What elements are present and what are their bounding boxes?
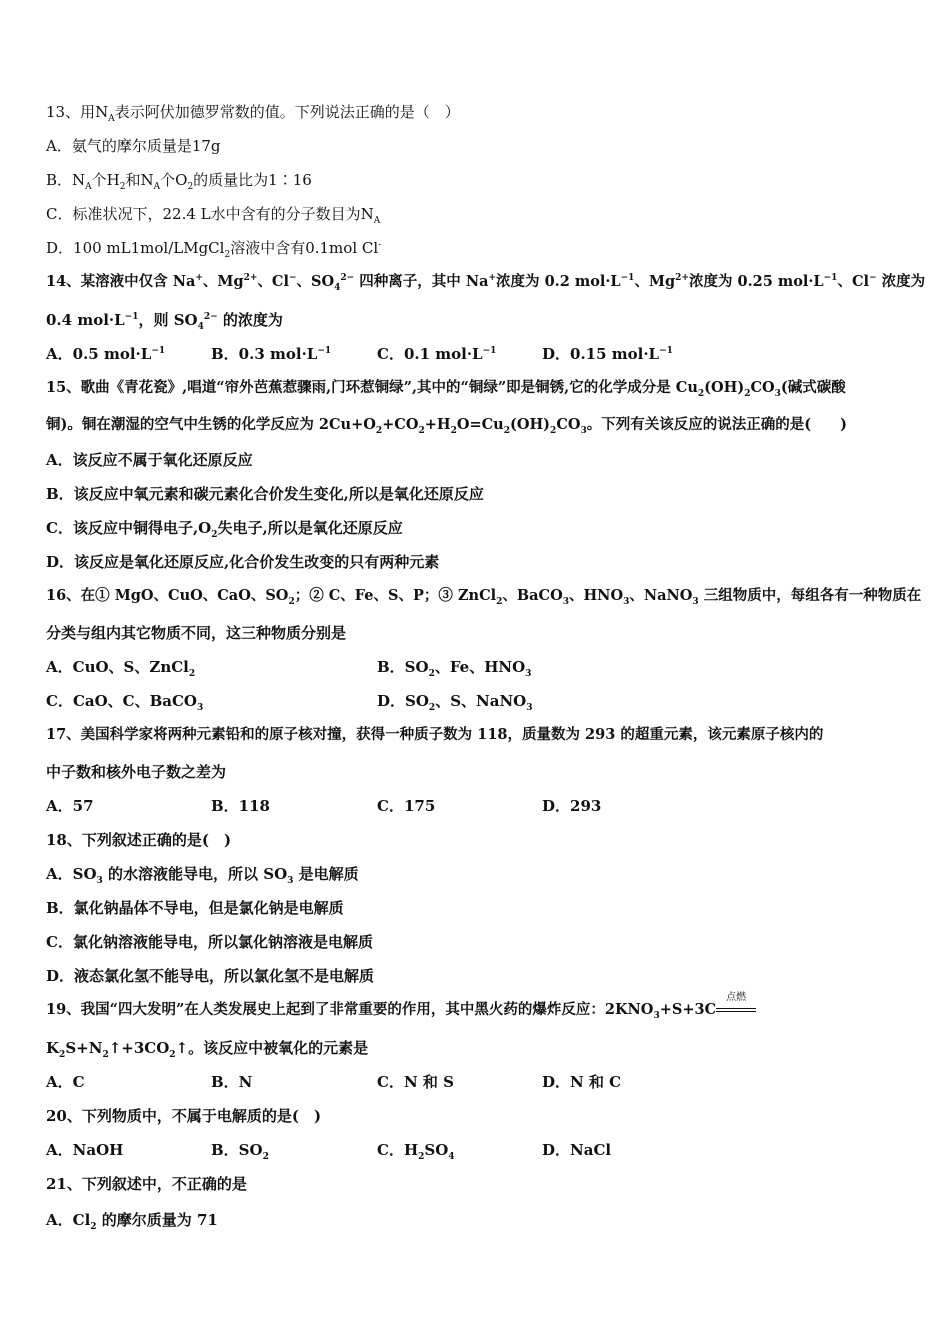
q17-option-d: D．293 — [542, 797, 602, 815]
q16-option-b: B．$SO_2$、Fe、$HNO_3$ — [377, 658, 532, 679]
q17-option-b: B．118 — [211, 797, 270, 815]
q21-option-a: A．$Cl_2$ 的摩尔质量为 71 — [46, 1211, 218, 1232]
q18-option-d: D．液态氯化氢不能导电，所以氯化氢不是电解质 — [46, 967, 375, 985]
q13-option-c: C．标准状况下，22.4 L水中含有的分子数目为$N_A$ — [46, 205, 381, 226]
q14-option-a: A．0.5 $mol\cdot L^{-1}$ — [46, 345, 166, 363]
q18-option-a: A．$SO_3$ 的水溶液能导电，所以 $SO_3$ 是电解质 — [46, 865, 359, 886]
q14-stem-line2: 0.4 $mol\cdot L^{-1}$，则 $SO_4^{2-}$ 的浓度为 — [46, 311, 283, 332]
q15-option-a: A．该反应不属于氧化还原反应 — [46, 451, 253, 469]
q18-option-b: B．氯化钠晶体不导电，但是氯化钠是电解质 — [46, 899, 344, 917]
q16-option-c: C．CaO、C、BaCO$_3$ — [46, 692, 204, 713]
q15-option-d: D．该反应是氧化还原反应,化合价发生改变的只有两种元素 — [46, 553, 440, 571]
q20-option-b: B．$SO_2$ — [211, 1141, 269, 1162]
q15-stem-line2: 铜)。铜在潮湿的空气中生锈的化学反应为 $2Cu+O_2+CO_2+H_2O=Cu_2(OH)_2CO_3$。下列有关该反应的说法正确的是( ) — [46, 416, 847, 436]
q14-option-b: B．0.3 $mol\cdot L^{-1}$ — [211, 345, 332, 363]
q19-stem-line1: 19、我国“四大发明”在人类发展史上起到了非常重要的作用，其中黑火药的爆炸反应：$2KNO_3+S+3C$ 点燃 — [46, 1000, 756, 1020]
reaction-condition: 点燃 — [716, 1000, 756, 1020]
q17-option-c: C．175 — [377, 797, 436, 815]
q14-option-c: C．0.1 $mol\cdot L^{-1}$ — [377, 345, 497, 363]
q13-option-d: D．100 mL1mol/LMgCl$_2$溶液中含有0.1mol Cl- — [46, 239, 382, 260]
q13-stem: 13、用$N_A$表示阿伏加德罗常数的值。下列说法正确的是（ ） — [46, 103, 460, 124]
q20-option-d: D．NaCl — [542, 1141, 612, 1159]
q18-option-c: C．氯化钠溶液能导电，所以氯化钠溶液是电解质 — [46, 933, 373, 951]
q21-stem: 21、下列叙述中，不正确的是 — [46, 1175, 247, 1193]
q14-stem-line1: 14、某溶液中仅含 Na+、$Mg^{2+}$、Cl−、$SO_4^{2-}$ 四种离子，其中 Na+浓度为 0.2 $mol\cdot L^{-1}$、$Mg^{2+}$浓度为 0.25 $mol\cdot L^{-1}$、Cl− 浓度为 — [46, 273, 926, 293]
q14-option-d: D．0.15 $mol\cdot L^{-1}$ — [542, 345, 673, 363]
q15-stem-line1: 15、歌曲《青花瓷》,唱道“帘外芭蕉惹骤雨,门环惹铜绿”,其中的“铜绿”即是铜锈,它的化学成分是 $Cu_2(OH)_2CO_3$(碱式碳酸 — [46, 379, 846, 399]
q20-stem: 20、下列物质中，不属于电解质的是( ) — [46, 1107, 322, 1125]
q16-stem-line1: 16、在① MgO、CuO、CaO、$SO_2$；② C、Fe、S、P；③ ZnCl$_2$、BaCO$_3$、$HNO_3$、NaNO$_3$ 三组物质中，每组各有一种物质在 — [46, 587, 922, 607]
q15-option-b: B．该反应中氧元素和碳元素化合价发生变化,所以是氧化还原反应 — [46, 485, 484, 503]
q17-option-a: A．57 — [46, 797, 94, 815]
q13-option-a: A．氨气的摩尔质量是17g — [46, 137, 221, 155]
q19-option-d: D．N 和 C — [542, 1073, 622, 1091]
q16-option-a: A．CuO、S、ZnCl$_2$ — [46, 658, 196, 679]
q17-stem-line1: 17、美国科学家将两种元素铅和的原子核对撞，获得一种质子数为 118，质量数为 293 的超重元素，该元素原子核内的 — [46, 726, 824, 743]
q15-option-c: C．该反应中铜得电子$,O_2$失电子,所以是氧化还原反应 — [46, 519, 403, 540]
q19-option-c: C．N 和 S — [377, 1073, 454, 1091]
q16-stem-line2: 分类与组内其它物质不同，这三种物质分别是 — [46, 624, 347, 642]
q19-option-a: A．C — [46, 1073, 85, 1091]
q20-option-a: A．NaOH — [46, 1141, 124, 1159]
q16-option-d: D．$SO_2$、S、NaNO$_3$ — [377, 692, 533, 713]
q13-option-b: B．$N_A$个$H_2$和$N_A$个$O_2$的质量比为1∶16 — [46, 171, 312, 192]
q19-stem-line2: $K_2S+N_2↑+3CO_2↑$。该反应中被氧化的元素是 — [46, 1039, 369, 1060]
q18-stem: 18、下列叙述正确的是( ) — [46, 831, 232, 849]
q17-stem-line2: 中子数和核外电子数之差为 — [46, 763, 227, 781]
q19-option-b: B．N — [211, 1073, 253, 1091]
q20-option-c: C．$H_2SO_4$ — [377, 1141, 455, 1162]
